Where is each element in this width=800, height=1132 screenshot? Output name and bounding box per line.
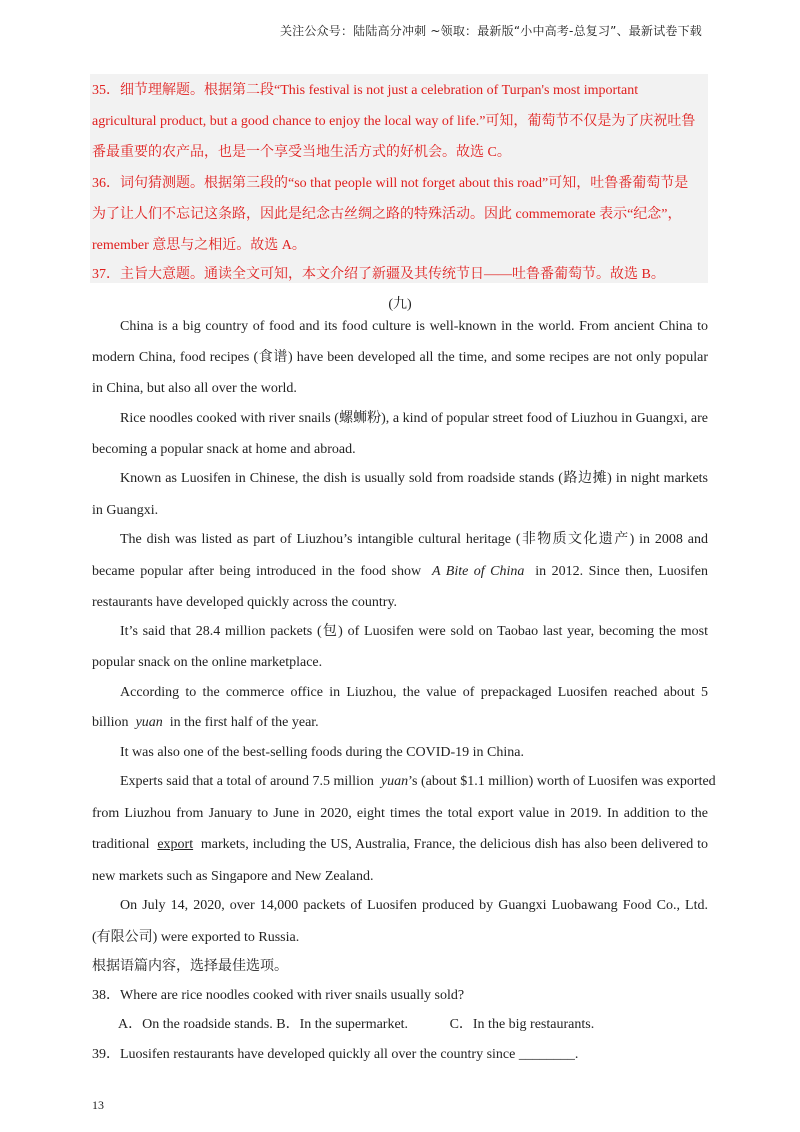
question-38-options <box>118 1015 594 1035</box>
passage-line <box>92 835 708 855</box>
passage-text: ’s (about $1.1 million) worth of Luosifen was exported <box>408 774 716 789</box>
question-38-stem: 38．Where are rice noodles cooked with river snails usually sold? <box>92 988 465 1003</box>
passage-line <box>92 562 708 582</box>
passage-text: became popular after being introduced in the food show <box>92 564 422 579</box>
option-a: A．On the roadside stands. <box>118 1017 273 1032</box>
answer-36-line-1: 36．词句猜测题。根据第三段的“so that people will not forget about this road”可知，吐鲁番葡萄节是 <box>92 176 689 191</box>
passage-line: It’s said that 28.4 million packets (包) of Luosifen were sold on Taobao last year, becoming the most <box>120 624 708 639</box>
passage-line: (有限公司) were exported to Russia. <box>92 930 300 945</box>
answer-37-line-1: 37．主旨大意题。通读全文可知，本文介绍了新疆及其传统节日——吐鲁番葡萄节。故选 B。 <box>92 267 665 282</box>
instruction: 根据语篇内容，选择最佳选项。 <box>92 959 288 974</box>
passage-line: The dish was listed as part of Liuzhou’s intangible cultural heritage (非物质文化遗产) in 2008 and <box>120 532 708 547</box>
passage-line: becoming a popular snack at home and abroad. <box>92 442 356 457</box>
passage-line: popular snack on the online marketplace. <box>92 655 323 670</box>
page-header: 关注公众号：陆陆高分冲刺 ~领取：最新版“小中高考-总复习”、最新试卷下载 <box>279 24 702 38</box>
passage-line: China is a big country of food and its food culture is well-known in the world. From ancient China to <box>120 319 708 334</box>
passage-line: from Liuzhou from January to June in 2020, eight times the total export value in 2019. In addition to the <box>92 806 708 821</box>
passage-line: According to the commerce office in Liuzhou, the value of prepackaged Luosifen reached about 5 <box>120 685 708 700</box>
page-number: 13 <box>92 1098 104 1112</box>
answer-35-line-1: 35．细节理解题。根据第二段“This festival is not just a celebration of Turpan's most important <box>92 83 639 98</box>
currency-word: yuan <box>135 715 163 730</box>
passage-line: modern China, food recipes (食谱) have been developed all the time, and some recipes are not only popular <box>92 350 708 365</box>
underlined-word: export <box>157 837 194 852</box>
passage-line: On July 14, 2020, over 14,000 packets of Luosifen produced by Guangxi Luobawang Food Co., Ltd. <box>120 898 708 913</box>
passage-text: billion <box>92 715 129 730</box>
answer-35-line-2: agricultural product, but a good chance to enjoy the local way of life.”可知，葡萄节不仅是为了庆祝吐鲁 <box>92 114 696 129</box>
currency-word: yuan <box>380 774 409 789</box>
answer-36-line-2: 为了让人们不忘记这条路，因此是纪念古丝绸之路的特殊活动。因此 commemorate 表示“纪念”， <box>92 207 682 222</box>
option-b: B．In the supermarket. <box>276 1017 409 1032</box>
passage-line: restaurants have developed quickly across the country. <box>92 595 398 610</box>
option-c: C．In the big restaurants. <box>449 1017 595 1032</box>
passage-text: markets, including the US, Australia, France, the delicious dish has also been delivered to <box>200 837 709 852</box>
passage-line: in China, but also all over the world. <box>92 381 297 396</box>
passage-line <box>120 772 716 792</box>
passage-line: It was also one of the best-selling foods during the COVID-19 in China. <box>120 745 524 760</box>
question-39-stem: 39．Luosifen restaurants have developed quickly all over the country since ________. <box>92 1047 579 1062</box>
answer-36-line-3: remember 意思与之相近。故选 A。 <box>92 238 306 253</box>
passage-line: Known as Luosifen in Chinese, the dish is usually sold from roadside stands (路边摊) in night markets <box>120 471 708 486</box>
passage-text: traditional <box>92 837 150 852</box>
passage-text: in the first half of the year. <box>169 715 319 730</box>
section-title: (九) <box>388 297 412 312</box>
passage-text: in 2012. Since then, Luosifen <box>535 564 709 579</box>
passage-text: Experts said that a total of around 7.5 million <box>120 774 374 789</box>
show-title: A Bite of China <box>432 564 525 579</box>
answer-35-line-3: 番最重要的农产品，也是一个享受当地生活方式的好机会。故选 C。 <box>92 145 511 160</box>
passage-line: new markets such as Singapore and New Zealand. <box>92 869 374 884</box>
passage-line: in Guangxi. <box>92 503 159 518</box>
passage-line <box>92 713 319 733</box>
passage-line: Rice noodles cooked with river snails (螺蛳粉), a kind of popular street food of Liuzhou in Guangxi, are <box>120 411 708 426</box>
